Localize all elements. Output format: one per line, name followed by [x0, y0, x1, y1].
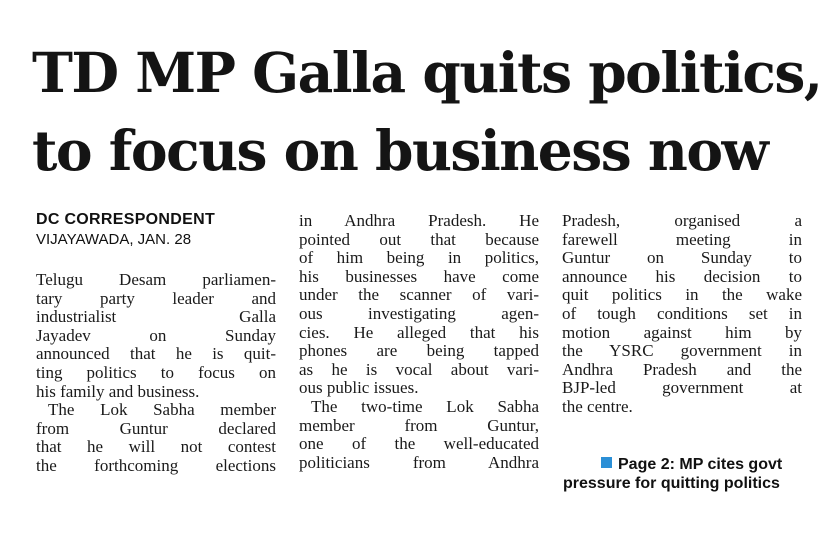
text-line: motion against him by [562, 322, 802, 342]
text-line: farewell meeting in [562, 229, 802, 249]
page-reference-line-2: pressure for quitting politics [563, 475, 780, 492]
text-line: Guntur on Sunday to [562, 248, 802, 268]
text-line: announce his decision to [562, 266, 802, 286]
text-line: under the scanner of vari- [299, 285, 539, 305]
text-line: that he will not contest [36, 437, 276, 457]
text-line: pointed out that because [299, 229, 539, 249]
text-line: Telugu Desam parliamen- [36, 270, 276, 289]
text-line: his businesses have come [299, 266, 539, 286]
text-line: industrialist Galla [36, 307, 276, 327]
text-line: quit politics in the wake [562, 285, 802, 305]
text-line: BJP-led government at [562, 378, 802, 398]
text-line: ous investigating agen- [299, 303, 539, 323]
headline-line-2: to focus on business now [32, 118, 768, 183]
byline-author: DC CORRESPONDENT [36, 211, 216, 228]
text-line: one of the well-educated [299, 434, 539, 454]
text-line: of him being in politics, [299, 248, 539, 268]
page-reference-line-1: Page 2: MP cites govt [618, 456, 783, 473]
text-line: The Lok Sabha member [48, 400, 276, 420]
text-line: announced that he is quit- [36, 344, 276, 364]
text-line: in Andhra Pradesh. He [299, 211, 539, 230]
text-line: cies. He alleged that his [299, 322, 539, 342]
square-bullet-icon [601, 457, 612, 468]
text-line: Pradesh, organised a [562, 211, 802, 230]
text-line: as he is vocal about vari- [299, 359, 539, 379]
article-column-3 [562, 212, 802, 417]
headline [32, 34, 822, 190]
headline-line-1: TD MP Galla quits politics, [32, 40, 822, 105]
text-line: tary party leader and [36, 288, 276, 308]
text-line: Andhra Pradesh and the [562, 359, 802, 379]
text-line: of tough conditions set in [562, 303, 802, 323]
byline [36, 211, 215, 248]
page-reference [563, 455, 808, 493]
byline-dateline: VIJAYAWADA, JAN. 28 [36, 231, 192, 248]
text-line: ous public issues. [299, 378, 419, 398]
text-line: phones are being tapped [299, 341, 539, 361]
text-line: from Guntur declared [36, 418, 276, 438]
text-line: the forthcoming elections [36, 455, 276, 475]
text-line: Jayadev on Sunday [36, 325, 276, 345]
text-line: politicians from Andhra [299, 452, 539, 472]
article-column-1 [36, 271, 276, 476]
text-line: the YSRC government in [562, 341, 802, 361]
text-line: his family and business. [36, 381, 200, 401]
article-column-2 [299, 212, 539, 472]
text-line: The two-time Lok Sabha [311, 396, 539, 416]
text-line: member from Guntur, [299, 415, 539, 435]
text-line: ting politics to focus on [36, 362, 276, 382]
text-line: the centre. [562, 396, 633, 416]
